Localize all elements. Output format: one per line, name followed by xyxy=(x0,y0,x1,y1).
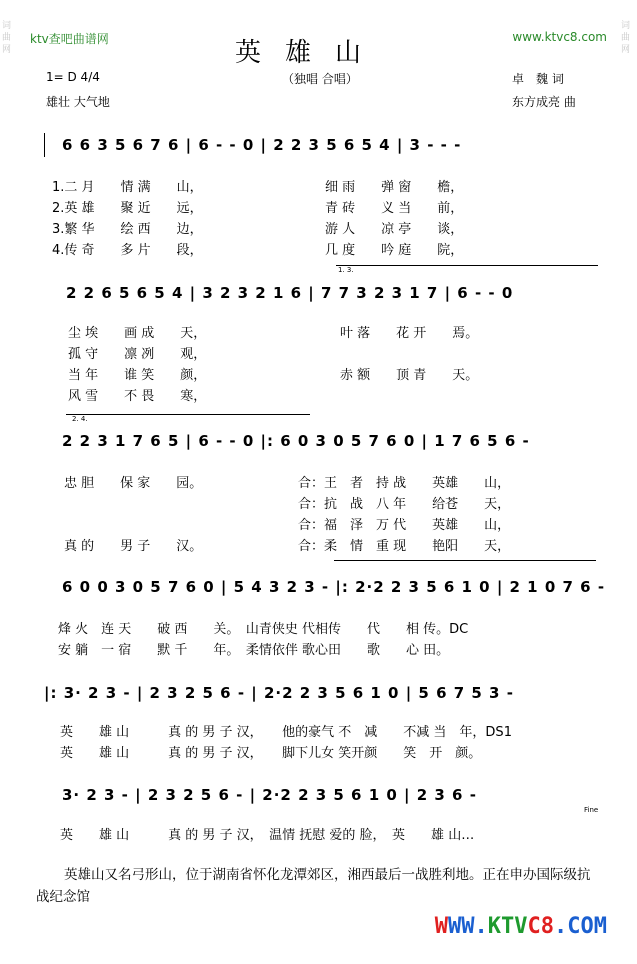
lyric-verse4-line2: 安 躺 一 宿 默 千 年。 柔情依伴 歌心田 歌 心 田。 xyxy=(58,643,450,658)
style-marking: 雄壮 大气地 xyxy=(46,95,110,109)
lyric-verse2-line4-a: 风 雪 不 畏 寒， xyxy=(68,389,207,404)
lyric-verse3-line4-a: 真 的 男 子 汉。 xyxy=(64,539,203,554)
lyric-verse6: 英 雄 山 真 的 男 子 汉， 温情 抚慰 爱的 脸， 英 雄 山… xyxy=(60,828,475,843)
lyric-verse2-line3-a: 当 年 谁 笑 颜， xyxy=(68,368,207,383)
lyric-verse2-line1-b: 叶 落 花 开 焉。 xyxy=(340,326,479,341)
volta-bracket-1 xyxy=(336,265,598,266)
logo-part-ww: WW. xyxy=(448,914,488,939)
lyric-verse4-line1: 烽 火 连 天 破 西 关。 山青侠史 代相传 代 相 传。DC xyxy=(58,622,469,637)
logo-part-c8: C8 xyxy=(527,914,555,939)
side-watermark-right: 词曲网 xyxy=(621,21,631,55)
site-logo[interactable] xyxy=(435,914,607,939)
volta-label-1: 1. 3. xyxy=(338,266,354,274)
volta-bracket-2 xyxy=(66,414,310,415)
lyric-verse3-line2-b: 合：抗 战 八 年 给苍 天， xyxy=(298,497,511,512)
lyric-verse2-line2-a: 孤 守 凛 冽 观， xyxy=(68,347,207,362)
lyric-verse1-line2-b: 青 砖 义 当 前， xyxy=(325,201,464,216)
notation-row-4: 6 0 0 3 0 5 7 6 0 | 5 4 3 2 3 - |: 2·2 2 3 5 6 1 0 | 2 1 0 7 6 - xyxy=(62,578,606,596)
notation-row-5: |: 3· 2 3 - | 2 3 2 5 6 - | 2·2 2 3 5 6 1 0 | 5 6 7 5 3 - xyxy=(44,684,514,702)
logo-part-com: .COM xyxy=(554,914,607,939)
lyric-verse1-line2-a: 2.英 雄 聚 近 远， xyxy=(52,201,203,216)
logo-part-w: W xyxy=(434,914,449,939)
lyric-verse1-line1-b: 细 雨 弹 窗 檐， xyxy=(325,180,464,195)
lyric-verse1-line1-a: 1.二 月 情 满 山， xyxy=(52,180,203,195)
notation-row-6: 3· 2 3 - | 2 3 2 5 6 - | 2·2 2 3 5 6 1 0 | 2 3 6 - xyxy=(62,786,477,804)
side-watermark-left: 词曲网 xyxy=(2,21,12,55)
lyric-verse5-line1: 英 雄 山 真 的 男 子 汉， 他的豪气 不 减 不减 当 年，DS1 xyxy=(60,725,512,740)
logo-part-ktv: KTV xyxy=(487,914,528,939)
lyric-verse2-line1-a: 尘 埃 画 成 天， xyxy=(68,326,207,341)
site-name-left[interactable]: ktv查吧曲谱网 xyxy=(30,32,109,46)
fine-marking: Fine xyxy=(584,806,599,814)
repeat-barline xyxy=(44,133,45,157)
volta-label-2: 2. 4. xyxy=(72,415,88,423)
lyric-verse3-line1-b: 合：王 者 持 战 英雄 山， xyxy=(298,476,511,491)
notation-row-3: 2 2 3 1 7 6 5 | 6 - - 0 |: 6 0 3 0 5 7 6 0 | 1 7 6 5 6 - xyxy=(62,432,530,450)
notation-row-2: 2 2 6 5 6 5 4 | 3 2 3 2 1 6 | 7 7 3 2 3 1 7 | 6 - - 0 xyxy=(66,284,514,302)
lyric-verse1-line3-b: 游 人 凉 亭 谈， xyxy=(325,222,464,237)
composer-credit: 东方成亮 曲 xyxy=(512,95,576,109)
notation-row-1: 6 6 3 5 6 7 6 | 6 - - 0 | 2 2 3 5 6 5 4 | 3 - - - xyxy=(62,136,462,154)
lyric-verse1-line3-a: 3.繁 华 绘 西 边， xyxy=(52,222,203,237)
site-url-right[interactable]: www.ktvc8.com xyxy=(512,30,607,44)
performance-type: （独唱 合唱） xyxy=(282,72,358,86)
volta-bracket-3 xyxy=(334,560,596,561)
lyric-verse1-line4-b: 几 度 吟 庭 院， xyxy=(325,243,464,258)
key-signature: 1= D 4/4 xyxy=(46,70,100,84)
song-description: 英雄山又名弓形山，位于湖南省怀化龙潭郊区，湘西最后一战胜利地。正在申办国际级抗战纪念馆 xyxy=(36,867,591,905)
lyric-verse3-line1-a: 忠 胆 保 家 园。 xyxy=(64,476,203,491)
lyric-verse1-line4-a: 4.传 奇 多 片 段， xyxy=(52,243,203,258)
song-title: 英雄山 xyxy=(235,38,386,68)
lyric-verse2-line3-b: 赤 额 顶 青 天。 xyxy=(340,368,479,383)
lyric-verse3-line3-b: 合：福 泽 万 代 英雄 山， xyxy=(298,518,511,533)
lyric-verse3-line4-b: 合：柔 情 重 现 艳阳 天， xyxy=(298,539,511,554)
lyricist-credit: 卓 魏 词 xyxy=(512,72,564,86)
lyric-verse5-line2: 英 雄 山 真 的 男 子 汉， 脚下儿女 笑开颜 笑 开 颜。 xyxy=(60,746,482,761)
